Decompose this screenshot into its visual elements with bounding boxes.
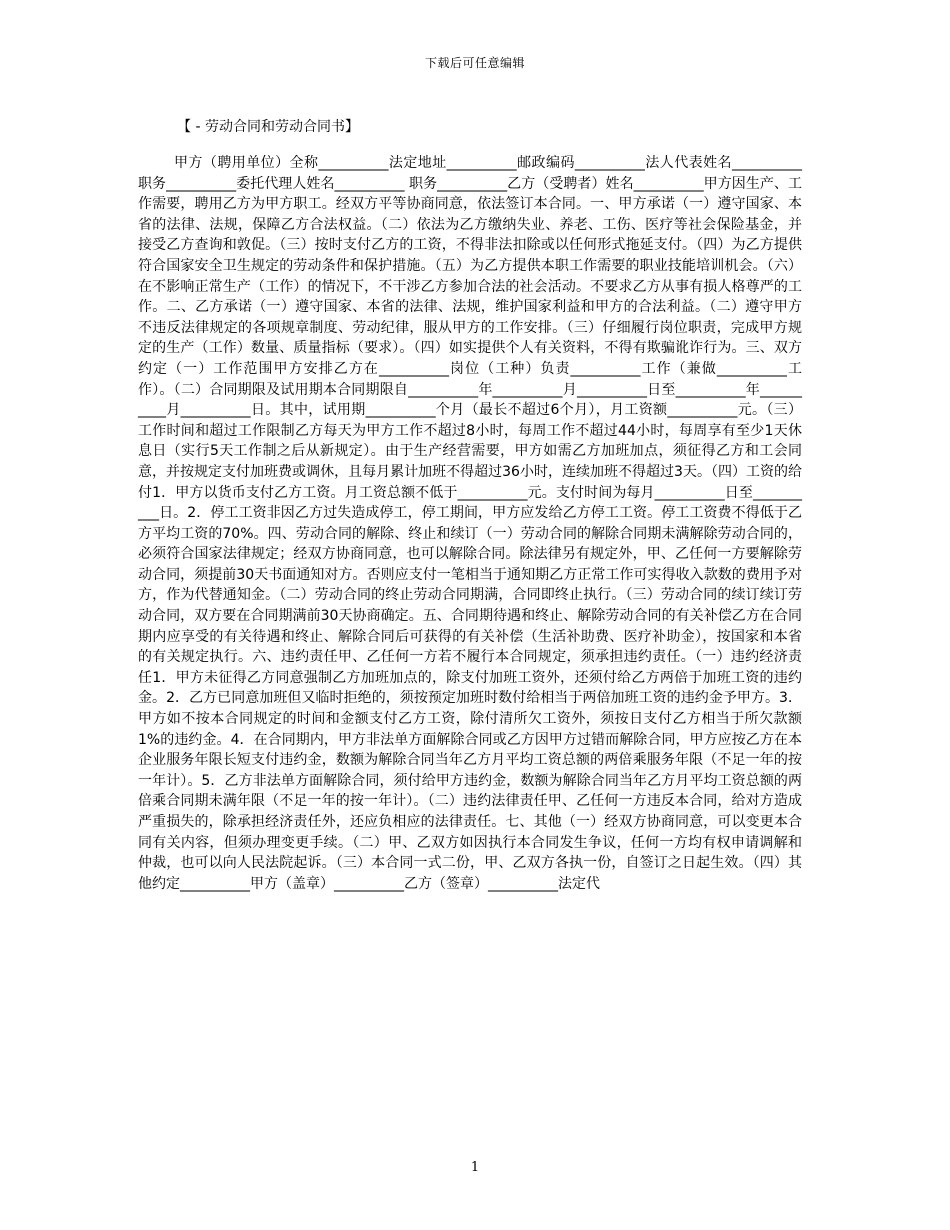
page-number: 1: [470, 1160, 480, 1175]
document-title: 【 - 劳动合同和劳动合同书】: [177, 119, 359, 135]
contract-body: 甲方（聘用单位）全称__________法定地址__________邮政编码__________法人代表姓名__________ 职务__________委托代理人姓名__________ 职务__________乙方（受聘者）姓名__________甲方因生产、工作需要，聘用乙方为甲方职工。经双方平等协商同意，依法签订本合同。一、甲方承诺（一）遵守国家、本省的法律、法规，保障乙方合法权益。（二）依法为乙方缴纳失业、养老、工伤、医疗等社会保险基金，并接受乙方查询和敦促。（三）按时支付乙方的工资，不得非法扣除或以任何形式拖延支付。（四）为乙方提供符合国家安全卫生规定的劳动条件和保护措施。（五）为乙方提供本职工作需要的职业技能培训机会。（六）在不影响正常生产（工作）的情况下，不干涉乙方参加合法的社会活动。不要求乙方从事有损人格尊严的工作。二、乙方承诺（一）遵守国家、本省的法律、法规，维护国家利益和甲方的合法利益。（二）遵守甲方不违反法律规定的各项规章制度、劳动纪律，服从甲方的工作安排。（三）仔细履行岗位职责，完成甲方规定的生产（工作）数量、质量指标（要求）。（四）如实提供个人有关资料，不得有欺骗讹诈行为。三、双方约定（一）工作范围甲方安排乙方在__________岗位（工种）负责__________工作（兼做__________工作）。（二）合同期限及试用期本合同期限自__________年__________月__________日至__________年__________月__________日。其中，试用期__________个月（最长不超过6个月），月工资额__________元。（三）工作时间和超过工作限制乙方每天为甲方工作不超过8小时，每周工作不超过44小时，每周享有至少1天休息日（实行5天工作制之后从新规定）。由于生产经营需要，甲方如需乙方加班加点，须征得乙方和工会同意，并按规定支付加班费或调休，且每月累计加班不得超过36小时，连续加班不得超过3天。（四）工资的给付1．甲方以货币支付乙方工资。月工资总额不低于__________元。支付时间为每月__________日至__________日。2．停工工资非因乙方过失造成停工，停工期间，甲方应发给乙方停工工资。停工工资费不得低于乙方平均工资的70%。四、劳动合同的解除、终止和续订（一）劳动合同的解除合同期未满解除劳动合同的，必须符合国家法律规定；经双方协商同意，也可以解除合同。除法律另有规定外，甲、乙任何一方要解除劳动合同，须提前30天书面通知对方。否则应支付一笔相当于通知期乙方正常工作可实得收入款数的费用予对方，作为代替通知金。（二）劳动合同的终止劳动合同期满，合同即终止执行。（三）劳动合同的续订续订劳动合同，双方要在合同期满前30天协商确定。五、合同期待遇和终止、解除劳动合同的有关补偿乙方在合同期内应享受的有关待遇和终止、解除合同后可获得的有关补偿（生活补助费、医疗补助金），按国家和本省的有关规定执行。六、违约责任甲、乙任何一方若不履行本合同规定，须承担违约责任。（一）违约经济责任1．甲方未征得乙方同意强制乙方加班加点的，除支付加班工资外，还须付给乙方两倍于加班工资的违约金。2．乙方已同意加班但又临时拒绝的，须按预定加班时数付给相当于两倍加班工资的违约金予甲方。3．甲方如不按本合同规定的时间和金额支付乙方工资，除付清所欠工资外，须按日支付乙方相当于所欠款额1%的违约金。4．在合同期内，甲方非法单方面解除合同或乙方因甲方过错而解除合同，甲方应按乙方在本企业服务年限长短支付违约金，数额为解除合同当年乙方月平均工资总额的两倍乘服务年限（不足一年的按一年计）。5．乙方非法单方面解除合同，须付给甲方违约金，数额为解除合同当年乙方月平均工资总额的两倍乘合同期未满年限（不足一年的按一年计）。（二）违约法律责任甲、乙任何一方违反本合同，给对方造成严重损失的，除承担经济责任外，还应负相应的法律责任。七、其他（一）经双方协商同意，可以变更本合同有关内容，但须办理变更手续。（二）甲、乙双方如因执行本合同发生争议，任何一方均有权申请调解和仲裁，也可以向人民法院起诉。（三）本合同一式二份，甲、乙双方各执一份，自签订之日起生效。（四）其他约定__________甲方（盖章）__________乙方（签章）__________法定代: [138, 155, 802, 892]
page-header: 下载后可任意编辑: [424, 56, 525, 70]
